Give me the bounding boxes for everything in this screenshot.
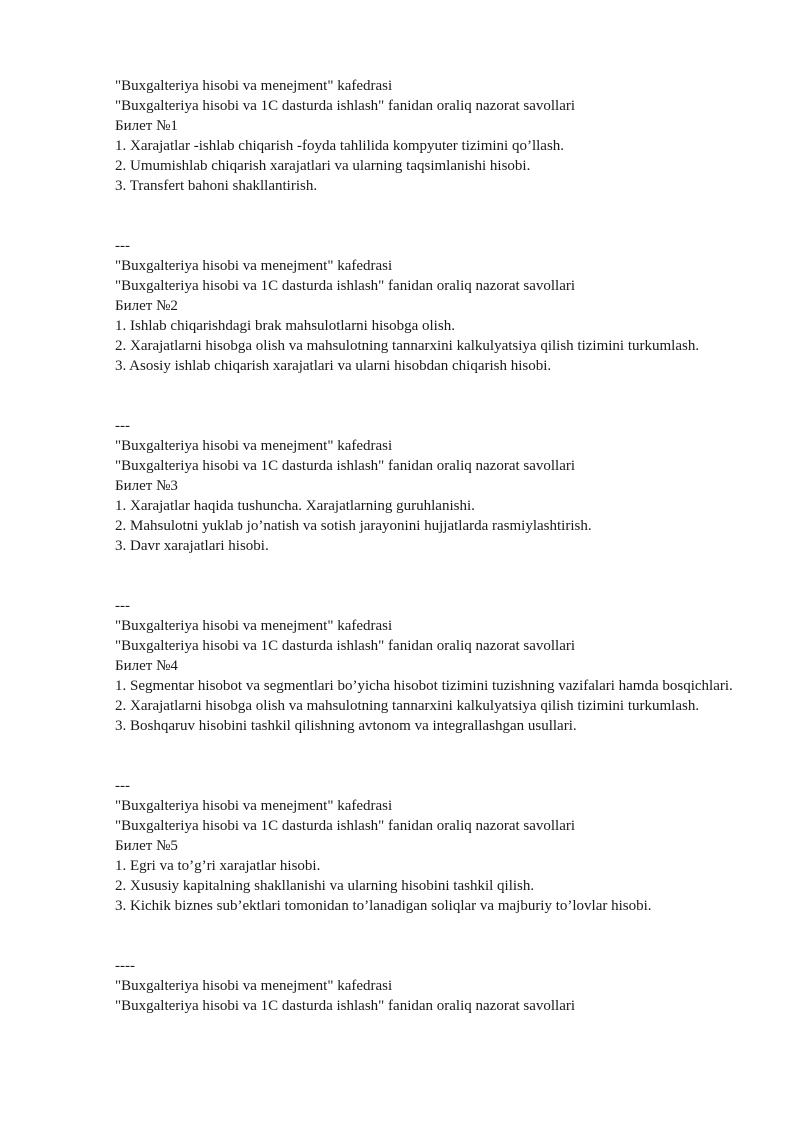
separator: ----: [115, 958, 135, 974]
ticket-label: Билет №1: [115, 118, 178, 134]
subject-line: "Buxgalteriya hisobi va 1C dasturda ishlash" fanidan oraliq nazorat savollari: [115, 458, 576, 474]
ticket-label: Билет №3: [115, 478, 178, 494]
department-line: "Buxgalteriya hisobi va menejment" kafedrasi: [115, 978, 393, 994]
ticket-5: [115, 776, 755, 916]
separator: ---: [115, 598, 130, 614]
ticket-2: [115, 236, 755, 376]
ticket-6: [115, 956, 755, 1016]
question-item: 1. Ishlab chiqarishdagi brak mahsulotlarni hisobga olish.: [115, 318, 455, 334]
question-item: 3. Davr xarajatlari hisobi.: [115, 538, 269, 554]
ticket-label: Билет №4: [115, 658, 178, 674]
department-line: "Buxgalteriya hisobi va menejment" kafedrasi: [115, 438, 393, 454]
question-item: 1. Egri va to’g’ri xarajatlar hisobi.: [115, 858, 321, 874]
ticket-1: [115, 76, 755, 196]
document-page: [115, 76, 755, 1016]
question-item: 3. Kichik biznes sub’ektlari tomonidan to’lanadigan soliqlar va majburiy to’lovlar hisobi.: [115, 898, 652, 914]
subject-line: "Buxgalteriya hisobi va 1C dasturda ishlash" fanidan oraliq nazorat savollari: [115, 638, 576, 654]
ticket-4: [115, 596, 755, 736]
question-item: 2. Mahsulotni yuklab jo’natish va sotish jarayonini hujjatlarda rasmiylashtirish.: [115, 518, 592, 534]
department-line: "Buxgalteriya hisobi va menejment" kafedrasi: [115, 618, 393, 634]
department-line: "Buxgalteriya hisobi va menejment" kafedrasi: [115, 798, 393, 814]
ticket-label: Билет №2: [115, 298, 178, 314]
question-item: 1. Segmentar hisobot va segmentlari bo’yicha hisobot tizimini tuzishning vazifalari hamda bosqichlari.: [115, 678, 733, 694]
separator: ---: [115, 238, 130, 254]
question-item: 2. Xarajatlarni hisobga olish va mahsulotning tannarxini kalkulyatsiya qilish tizimini turkumlash.: [115, 338, 700, 354]
separator: ---: [115, 418, 130, 434]
ticket-3: [115, 416, 755, 556]
question-item: 3. Transfert bahoni shakllantirish.: [115, 178, 318, 194]
subject-line: "Buxgalteriya hisobi va 1C dasturda ishlash" fanidan oraliq nazorat savollari: [115, 998, 576, 1014]
question-item: 2. Xususiy kapitalning shakllanishi va ularning hisobini tashkil qilish.: [115, 878, 535, 894]
subject-line: "Buxgalteriya hisobi va 1C dasturda ishlash" fanidan oraliq nazorat savollari: [115, 278, 576, 294]
department-line: "Buxgalteriya hisobi va menejment" kafedrasi: [115, 258, 393, 274]
question-item: 1. Xarajatlar -ishlab chiqarish -foyda tahlilida kompyuter tizimini qo’llash.: [115, 138, 565, 154]
question-item: 3. Boshqaruv hisobini tashkil qilishning avtonom va integrallashgan usullari.: [115, 718, 577, 734]
ticket-label: Билет №5: [115, 838, 178, 854]
subject-line: "Buxgalteriya hisobi va 1C dasturda ishlash" fanidan oraliq nazorat savollari: [115, 818, 576, 834]
question-item: 3. Asosiy ishlab chiqarish xarajatlari va ularni hisobdan chiqarish hisobi.: [115, 358, 552, 374]
subject-line: "Buxgalteriya hisobi va 1C dasturda ishlash" fanidan oraliq nazorat savollari: [115, 98, 576, 114]
separator: ---: [115, 778, 130, 794]
question-item: 2. Xarajatlarni hisobga olish va mahsulotning tannarxini kalkulyatsiya qilish tizimini turkumlash.: [115, 698, 700, 714]
question-item: 1. Xarajatlar haqida tushuncha. Xarajatlarning guruhlanishi.: [115, 498, 475, 514]
department-line: "Buxgalteriya hisobi va menejment" kafedrasi: [115, 78, 393, 94]
question-item: 2. Umumishlab chiqarish xarajatlari va ularning taqsimlanishi hisobi.: [115, 158, 531, 174]
